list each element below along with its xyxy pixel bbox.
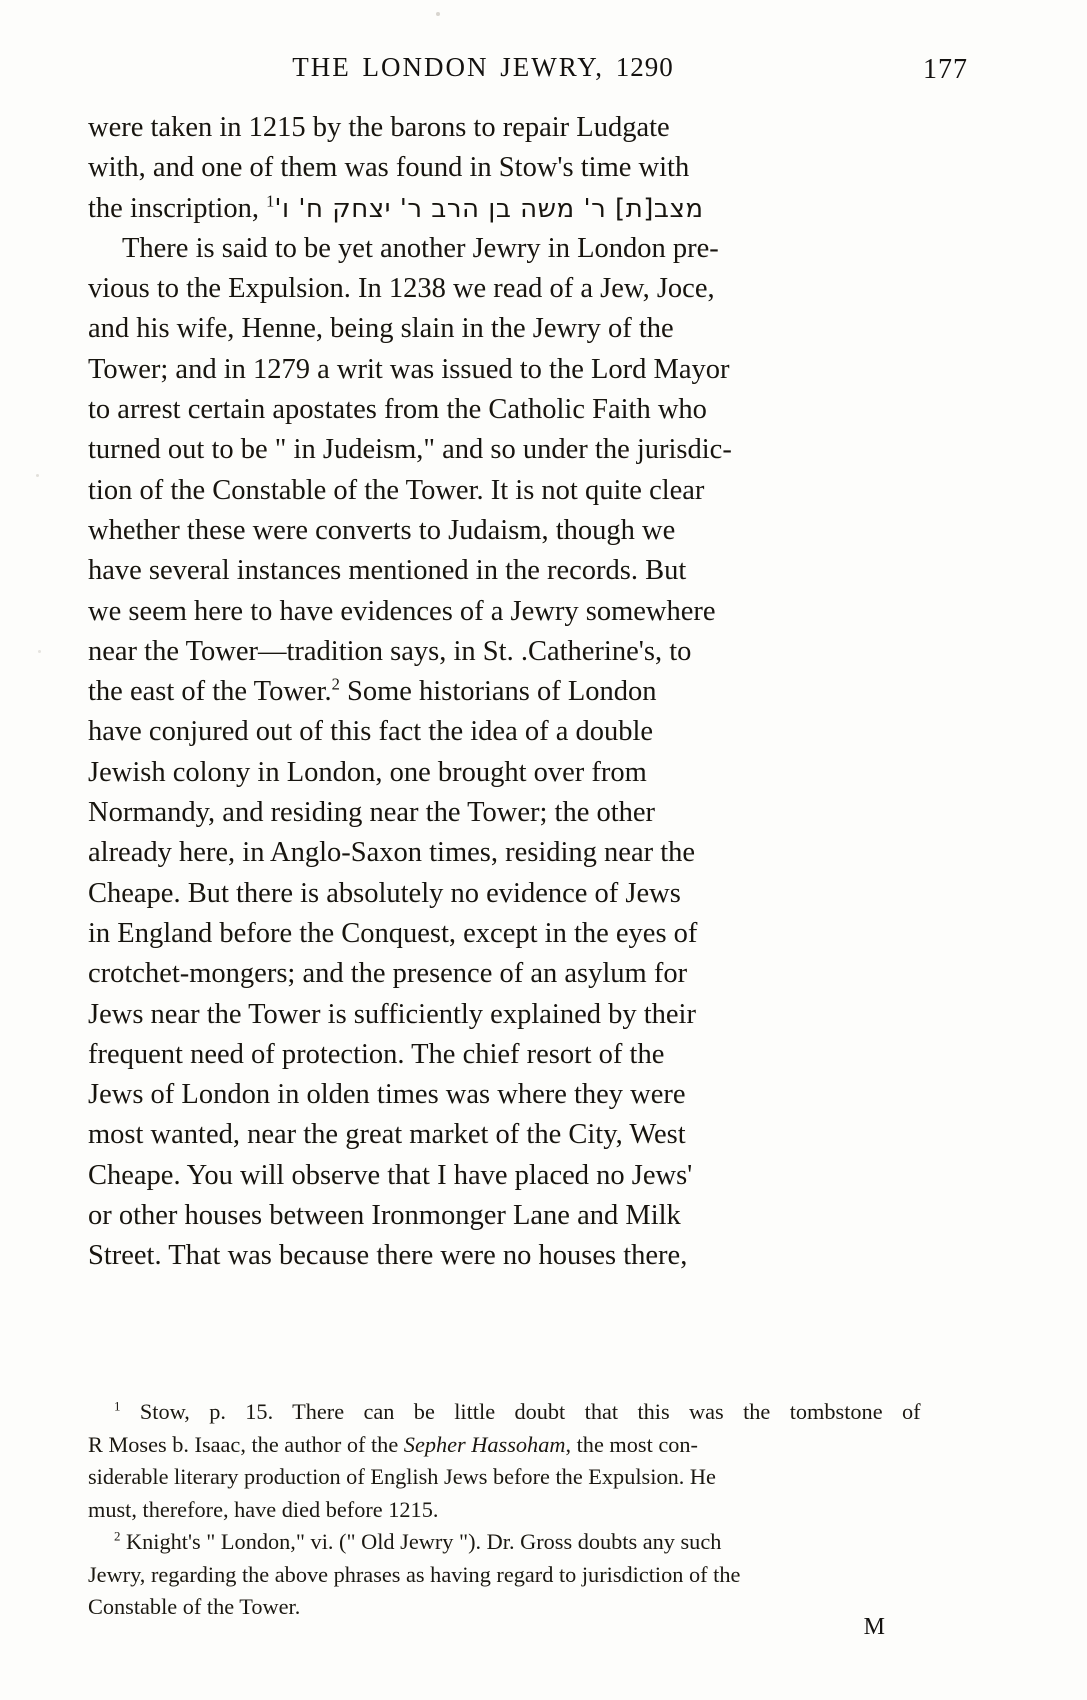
body-line-text: Jews of London in olden times was where they were	[88, 1079, 686, 1111]
running-head-title	[88, 52, 878, 83]
body-line	[88, 350, 966, 390]
body-line-text: or other houses between Ironmonger Lane and Milk	[88, 1200, 681, 1232]
body-line	[88, 229, 966, 269]
footnotes-block	[88, 1396, 968, 1624]
footnote-text-continued: , the most con-	[565, 1431, 698, 1457]
body-line	[88, 874, 966, 914]
footnote-2-first-line	[88, 1526, 721, 1559]
scan-speck	[36, 474, 39, 477]
signature-mark: M	[863, 1614, 886, 1640]
footnote-line	[88, 1429, 962, 1462]
body-text	[88, 108, 968, 1277]
footnote-text: siderable literary production of English Jews before the Expulsion. He	[88, 1464, 716, 1489]
body-line	[88, 269, 966, 309]
body-line	[88, 390, 966, 430]
page-text-block	[88, 0, 968, 1700]
body-line-text: crotchet-mongers; and the presence of an asylum for	[88, 958, 688, 990]
footnote-text: R Moses b. Isaac, the author of the	[88, 1431, 399, 1457]
body-line-text: There is said to be yet another Jewry in London pre-	[122, 232, 719, 264]
body-line	[88, 1196, 966, 1236]
body-line	[88, 430, 966, 470]
body-line	[88, 309, 966, 349]
running-head-title-text: THE LONDON JEWRY,	[292, 52, 604, 82]
body-line-text: were taken in 1215 by the barons to repair Ludgate	[88, 112, 670, 143]
body-line	[88, 1075, 966, 1115]
footnote-marker-2: 2	[331, 674, 340, 694]
body-line-text: Cheape. But there is absolutely no evidence of Jews	[88, 877, 681, 909]
body-line-text: near the Tower—tradition says, in St. .Catherine's, to	[88, 635, 692, 667]
body-line	[88, 914, 966, 954]
footnote-line	[88, 1526, 962, 1559]
body-line	[88, 954, 966, 994]
running-head-year: 1290	[615, 52, 674, 82]
body-line-text: most wanted, near the great market of the City, West	[88, 1119, 686, 1151]
body-line	[88, 1236, 962, 1276]
body-line-text: Street. That was because there were no houses there,	[88, 1240, 688, 1272]
body-line-text: turned out to be " in Judeism," and so under the jurisdic-	[88, 434, 732, 466]
footnote-marker-1-ref: 1	[114, 1398, 121, 1414]
body-line-text: we seem here to have evidences of a Jewry somewhere	[88, 595, 716, 627]
body-line	[88, 793, 966, 833]
footnote-text: must, therefore, have died before 1215.	[88, 1496, 439, 1522]
body-line-text: Cheape. You will observe that I have placed no Jews'	[88, 1159, 693, 1191]
footnote-marker-2-ref: 2	[114, 1528, 121, 1544]
footnote-1-second-line	[88, 1429, 698, 1462]
body-line-text: already here, in Anglo-Saxon times, residing near the	[88, 837, 696, 869]
body-line-text: have several instances mentioned in the records. But	[88, 555, 687, 587]
body-line-text: vious to the Expulsion. In 1238 we read of a Jew, Joce,	[88, 273, 715, 305]
body-line	[88, 672, 968, 712]
body-line	[88, 592, 966, 632]
body-line-text: Jewish colony in London, one brought over from	[88, 756, 647, 788]
footnote-book-title: Sepher Hassoham	[403, 1431, 566, 1457]
body-line-text-continued: Some historians of London	[339, 676, 657, 708]
body-line	[88, 753, 966, 793]
footnote-text: Jewry, regarding the above phrases as having regard to jurisdiction of the	[88, 1561, 741, 1587]
body-line-text: Jews near the Tower is sufficiently explained by their	[88, 998, 696, 1030]
body-line-text: and his wife, Henne, being slain in the Jewry of the	[88, 313, 674, 345]
footnote-line	[88, 1591, 968, 1624]
hebrew-inscription: מצב[ת] ר' משה בן הרב ר' יצחק ח' ו'	[274, 193, 704, 224]
footnote-text: Knight's " London," vi. (" Old Jewry "). Dr. Gross doubts any such	[126, 1529, 722, 1554]
body-line	[88, 1156, 966, 1196]
body-line-text: with, and one of them was found in Stow's time with	[88, 152, 690, 184]
body-line	[88, 632, 966, 672]
body-line-hebrew-inscription	[88, 189, 968, 229]
body-line	[88, 148, 966, 188]
body-line-text: whether these were converts to Judaism, though we	[88, 514, 676, 546]
running-head	[88, 52, 968, 96]
body-line	[88, 511, 966, 551]
body-line	[88, 995, 966, 1035]
body-line	[88, 833, 966, 873]
footnote-text: Stow, p. 15. There can be little doubt that this was the tombstone of	[139, 1399, 921, 1424]
body-line-text: in England before the Conquest, except in the eyes of	[88, 917, 698, 949]
body-line	[88, 551, 966, 591]
body-line-text: Normandy, and residing near the Tower; the other	[88, 797, 656, 829]
footnote-marker-1: 1	[266, 191, 275, 211]
body-line	[88, 108, 966, 148]
footnote-line	[88, 1396, 962, 1429]
page-number: 177	[923, 54, 968, 85]
footnote-line	[88, 1559, 962, 1592]
scan-speck	[38, 650, 41, 653]
body-line-text: tion of the Constable of the Tower. It is not quite clear	[88, 474, 705, 506]
body-line	[88, 712, 966, 752]
body-line-text: the east of the Tower.	[88, 676, 332, 708]
body-line-text: have conjured out of this fact the idea of a double	[88, 716, 654, 748]
body-line	[88, 1115, 966, 1155]
body-line-text: frequent need of protection. The chief resort of the	[88, 1038, 665, 1070]
body-line-text: to arrest certain apostates from the Catholic Faith who	[88, 394, 707, 426]
footnote-line	[88, 1461, 962, 1494]
body-line	[88, 471, 966, 511]
body-line	[88, 1035, 966, 1075]
footnote-1-first-line	[88, 1396, 921, 1429]
body-line-text: Tower; and in 1279 a writ was issued to the Lord Mayor	[88, 353, 730, 385]
footnote-text: Constable of the Tower.	[88, 1594, 301, 1619]
footnote-line	[88, 1494, 968, 1527]
body-line-text: the inscription,	[88, 192, 259, 224]
